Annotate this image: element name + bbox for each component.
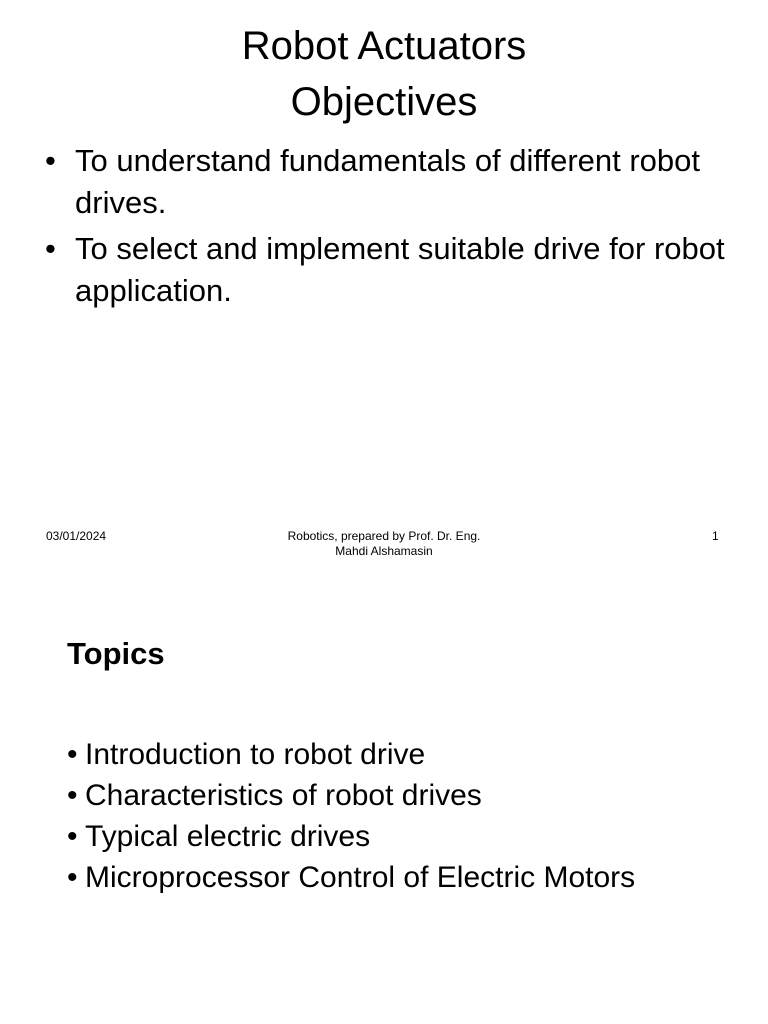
slide-title-line-1: Robot Actuators [241,24,527,68]
list-item-text: Microprocessor Control of Electric Motors [85,861,636,894]
list-item-text: Characteristics of robot drives [85,779,482,812]
list-item [45,140,735,224]
list-item-text: To understand fundamentals of different robot drives. [75,143,701,220]
slide-topics [0,576,768,1024]
bullet-icon: • [45,143,56,178]
slide-title: Topics [67,636,165,671]
footer-page-number: 1 [712,529,719,543]
list-item-text: To select and implement suitable drive for robot application. [75,231,725,308]
topics-list [67,734,707,898]
list-item-text: Introduction to robot drive [85,738,426,771]
bullet-icon: • [67,779,78,812]
list-item [45,228,735,312]
bullet-icon: • [45,231,56,266]
list-item [67,816,707,857]
bullet-icon: • [67,820,78,853]
footer-author [234,529,534,559]
list-item-text: Typical electric drives [85,820,371,853]
bullet-icon: • [67,861,78,894]
objectives-list [45,140,735,316]
footer-author-line-1: Robotics, prepared by Prof. Dr. Eng. [287,529,481,543]
slide-title-line-2: Objectives [290,80,478,124]
bullet-icon: • [67,738,78,771]
list-item [67,857,707,898]
slide-title [0,18,768,130]
list-item [67,775,707,816]
list-item [67,734,707,775]
footer-author-line-2: Mahdi Alshamasin [335,544,433,558]
footer-date: 03/01/2024 [46,529,107,543]
